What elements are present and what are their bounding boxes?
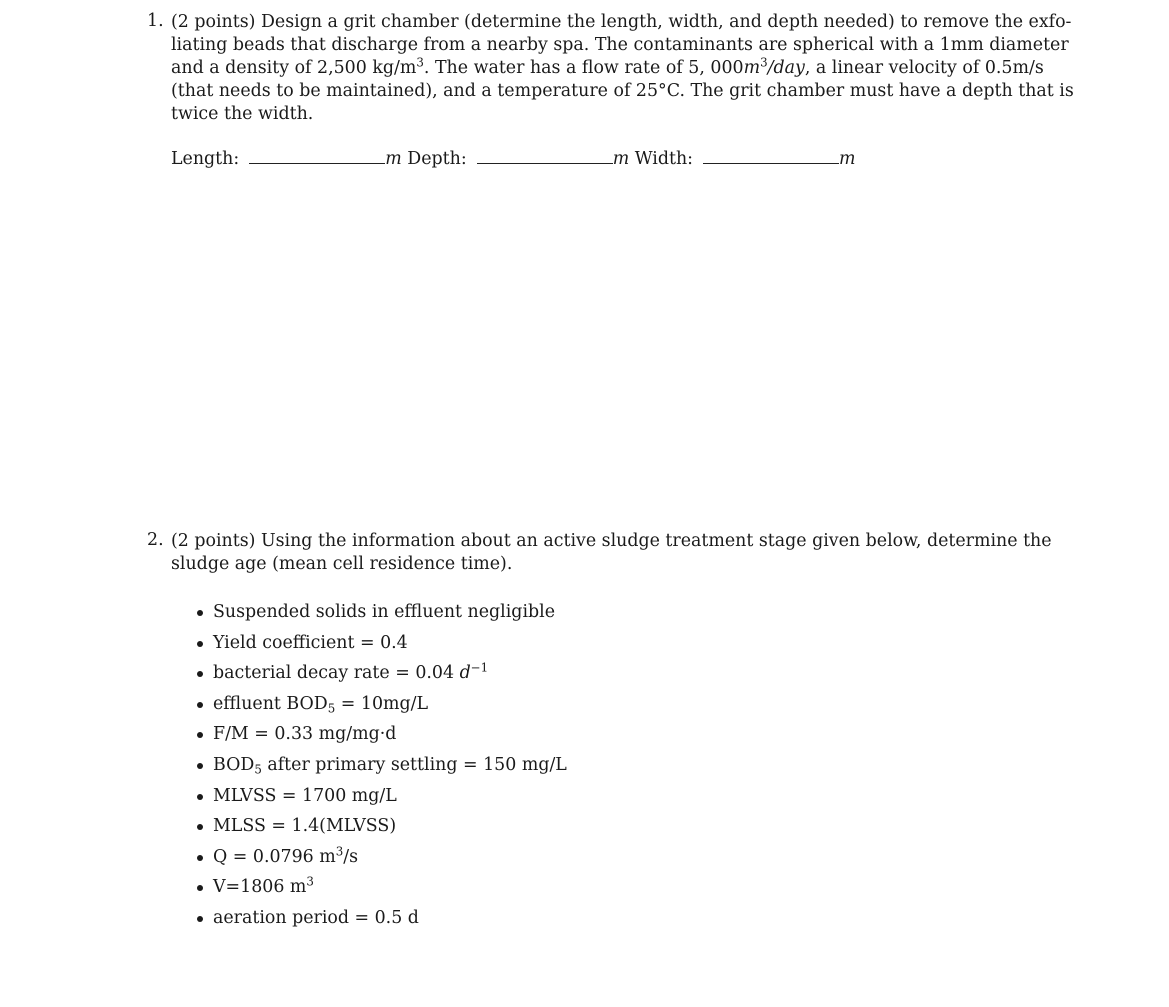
- math-var: m: [743, 58, 761, 78]
- list-item: [213, 784, 1032, 815]
- text-run: (that needs to be maintained), and a temperature of 25°C. The grit chamber must have a depth that is: [171, 81, 1074, 101]
- depth-answer-blank[interactable]: [477, 147, 613, 164]
- parameter-list: [171, 600, 1032, 937]
- superscript: 3: [760, 55, 768, 70]
- superscript: 3: [306, 874, 314, 889]
- list-item: [213, 661, 1032, 692]
- question-text: [171, 530, 1052, 937]
- text-run: (2 points) Design a grit chamber (determine the length, width, and depth needed) to remove the exfo-: [171, 12, 1072, 32]
- text-line: [171, 80, 1074, 103]
- list-item-text: = 10mg/L: [335, 693, 429, 714]
- list-item-text: Q = 0.0796 m: [213, 846, 336, 867]
- text-line: (2 points) Using the information about an active sludge treatment stage given below, determine the: [171, 531, 1052, 551]
- depth-unit: m: [612, 149, 630, 169]
- text-run: . The water has a flow rate of 5, 000: [423, 58, 744, 78]
- text-run: , a linear velocity of 0.5m/s: [804, 58, 1044, 78]
- list-item: [213, 814, 1032, 845]
- math-var: d: [459, 663, 471, 684]
- question-number: 2.: [147, 530, 164, 550]
- text-line: [171, 34, 1069, 57]
- list-item: [213, 845, 1032, 876]
- superscript: 3: [416, 55, 424, 70]
- question-1: [147, 11, 1074, 171]
- list-item-text: F/M = 0.33 mg/mg·d: [213, 724, 397, 745]
- text-line: [171, 11, 1072, 34]
- math-var: /day: [767, 58, 805, 78]
- list-item-text: V=1806 m: [213, 877, 307, 898]
- subscript: 5: [327, 701, 336, 716]
- text-run: twice the width.: [171, 104, 314, 124]
- superscript: 3: [335, 844, 344, 859]
- answer-fields: [171, 147, 1032, 171]
- list-item: [213, 600, 1032, 631]
- question-text: [171, 11, 1074, 171]
- width-label: Width:: [634, 149, 694, 169]
- width-answer-blank[interactable]: [703, 147, 839, 164]
- length-label: Length:: [171, 149, 240, 169]
- depth-label: Depth:: [407, 149, 467, 169]
- list-item-text: after primary settling = 150 mg/L: [261, 754, 567, 775]
- list-item-text: effluent BOD: [213, 693, 328, 714]
- list-item: [213, 692, 1032, 723]
- text-run: liating beads that discharge from a nearby spa. The contaminants are spherical with a 1mm diameter: [171, 35, 1069, 55]
- list-item-text: MLSS = 1.4(MLVSS): [213, 816, 397, 837]
- list-item-text: Yield coefficient = 0.4: [213, 632, 408, 653]
- superscript: −1: [470, 660, 489, 675]
- list-item: [213, 722, 1032, 753]
- question-number: 1.: [147, 11, 164, 31]
- question-2: [147, 530, 1052, 937]
- length-answer-blank[interactable]: [249, 147, 385, 164]
- subscript: 5: [254, 762, 262, 777]
- text-run: and a density of 2,500 kg/m: [171, 58, 417, 78]
- list-item-text: BOD: [213, 754, 255, 775]
- list-item-text: bacterial decay rate = 0.04: [213, 663, 460, 684]
- list-item-text: /s: [343, 846, 359, 867]
- list-item-text: Suspended solids in effluent negligible: [213, 602, 555, 622]
- list-item: [213, 753, 1032, 784]
- list-item: [213, 875, 1032, 906]
- length-unit: m: [385, 149, 402, 169]
- text-line: [171, 55, 1044, 80]
- list-item: [213, 631, 1032, 662]
- list-item-text: aeration period = 0.5 d: [213, 907, 419, 928]
- width-unit: m: [839, 149, 856, 169]
- text-line: sludge age (mean cell residence time).: [171, 554, 513, 574]
- list-item-text: MLVSS = 1700 mg/L: [213, 785, 397, 806]
- list-item: [213, 906, 1032, 937]
- text-line: [171, 103, 1032, 126]
